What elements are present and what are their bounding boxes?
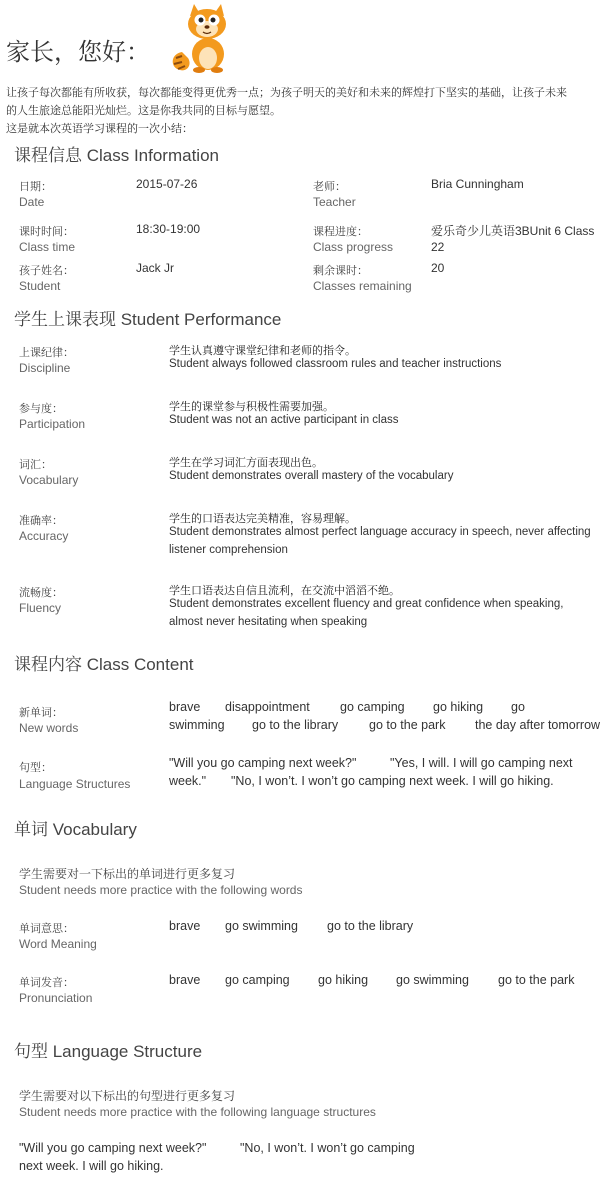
new-word: go to the library <box>252 718 339 732</box>
intro-line-2: 的人生旅途总能阳光灿烂。这是你我共同的目标与愿望。 <box>6 104 281 117</box>
new-word: disappointment <box>225 700 310 714</box>
new-word: swimming <box>169 718 225 732</box>
class-time-label-cn: 课时时间： <box>19 225 74 238</box>
new-word: go <box>511 700 525 714</box>
new-words-label-en: New words <box>19 721 79 735</box>
new-word: the day after tomorrow <box>475 718 601 732</box>
discipline-desc-cn: 学生认真遵守课堂纪律和老师的指令。 <box>169 344 356 357</box>
review-sentence: next week. I will go hiking. <box>19 1159 164 1173</box>
intro-line-1: 让孩子每次都能有所收获，每次都能变得更优秀一点；为孩子明天的美好和未来的辉煌打下坚实的基础，让孩子未来 <box>6 86 567 99</box>
pronunciation-label-cn: 单词发音： <box>19 976 74 989</box>
structure-sentence: "Will you go camping next week?" <box>169 756 357 770</box>
meaning-word: go swimming <box>225 919 298 933</box>
structures-label-cn: 句型： <box>19 761 52 774</box>
fluency-desc-en-1: Student demonstrates excellent fluency and great confidence when speaking, <box>169 598 564 610</box>
student-label-cn: 孩子姓名： <box>19 264 74 277</box>
review-sentence: "No, I won’t. I won’t go camping <box>240 1141 415 1155</box>
meaning-word: go to the library <box>327 919 414 933</box>
word-meaning-label-cn: 单词意思： <box>19 922 74 935</box>
class-info-heading: 课程信息 Class Information <box>14 146 219 165</box>
content-heading: 课程内容 Class Content <box>14 655 194 674</box>
remaining-label-en: Classes remaining <box>313 279 412 293</box>
teacher-value: Bria Cunningham <box>431 177 524 191</box>
participation-desc-cn: 学生的课堂参与积极性需要加强。 <box>169 400 334 413</box>
meaning-word: brave <box>169 919 201 933</box>
teacher-label-en: Teacher <box>313 195 356 209</box>
student-value: Jack Jr <box>136 261 175 275</box>
progress-value-1: 爱乐奇少儿英语3BUnit 6 Class <box>431 224 595 238</box>
participation-label-cn: 参与度： <box>19 402 63 415</box>
vocabulary-label-cn: 词汇： <box>19 458 52 471</box>
fluency-label-en: Fluency <box>19 601 62 615</box>
vocabulary-note-en: Student needs more practice with the following words <box>19 883 303 897</box>
class-time-value: 18:30-19:00 <box>136 222 201 236</box>
pronunciation-word: go hiking <box>318 973 369 987</box>
class-time-label-en: Class time <box>19 240 76 254</box>
remaining-value: 20 <box>431 261 445 275</box>
discipline-desc-en: Student always followed classroom rules and teacher instructions <box>169 358 502 370</box>
language-heading: 句型 Language Structure <box>14 1042 203 1061</box>
fluency-desc-en-2: almost never hesitating when speaking <box>169 616 368 628</box>
accuracy-label-en: Accuracy <box>19 529 69 543</box>
progress-label-cn: 课程进度： <box>313 225 368 238</box>
vocabulary-desc-cn: 学生在学习词汇方面表现出色。 <box>169 456 323 469</box>
language-note-en: Student needs more practice with the following language structures <box>19 1105 376 1119</box>
structures-label-en: Language Structures <box>19 777 131 791</box>
accuracy-label-cn: 准确率： <box>19 514 63 527</box>
new-words-label-cn: 新单词： <box>19 706 63 719</box>
fox-mascot-icon <box>168 2 242 76</box>
pronunciation-word: go to the park <box>498 973 575 987</box>
vocabulary-desc-en: Student demonstrates overall mastery of the vocabulary <box>169 470 454 482</box>
participation-desc-en: Student was not an active participant in class <box>169 414 399 426</box>
vocabulary-label-en: Vocabulary <box>19 473 79 487</box>
intro-line-3: 这是就本次英语学习课程的一次小结： <box>6 122 193 135</box>
structure-sentence: "No, I won’t. I won’t go camping next week. I will go hiking. <box>231 774 554 788</box>
pronunciation-word: go camping <box>225 973 290 987</box>
progress-value-2: 22 <box>431 240 445 254</box>
vocabulary-note-cn: 学生需要对一下标出的单词进行更多复习 <box>19 867 236 881</box>
new-word: go hiking <box>433 700 484 714</box>
remaining-label-cn: 剩余课时： <box>313 264 368 277</box>
new-word: go camping <box>340 700 405 714</box>
structure-sentence: "Yes, I will. I will go camping next <box>390 756 573 770</box>
teacher-label-cn: 老师： <box>313 180 346 193</box>
review-sentence: "Will you go camping next week?" <box>19 1141 207 1155</box>
greeting-title: 家长，您好： <box>6 38 150 66</box>
accuracy-desc-en-1: Student demonstrates almost perfect language accuracy in speech, never affecting <box>169 526 591 538</box>
language-note-cn: 学生需要对以下标出的句型进行更多复习 <box>19 1089 236 1103</box>
pronunciation-label-en: Pronunciation <box>19 991 93 1005</box>
progress-label-en: Class progress <box>313 240 394 254</box>
pronunciation-word: brave <box>169 973 201 987</box>
performance-heading: 学生上课表现 Student Performance <box>14 310 282 329</box>
vocabulary-heading: 单词 Vocabulary <box>14 820 137 839</box>
date-label-en: Date <box>19 195 45 209</box>
discipline-label-cn: 上课纪律： <box>19 346 74 359</box>
date-value: 2015-07-26 <box>136 177 198 191</box>
new-word: brave <box>169 700 201 714</box>
structure-sentence: week." <box>169 774 207 788</box>
accuracy-desc-cn: 学生的口语表达完美精准，容易理解。 <box>169 512 356 525</box>
pronunciation-word: go swimming <box>396 973 469 987</box>
accuracy-desc-en-2: listener comprehension <box>169 544 288 556</box>
student-label-en: Student <box>19 279 61 293</box>
fluency-desc-cn: 学生口语表达自信且流利，在交流中滔滔不绝。 <box>169 584 400 597</box>
participation-label-en: Participation <box>19 417 86 431</box>
discipline-label-en: Discipline <box>19 361 71 375</box>
date-label-cn: 日期： <box>19 180 52 193</box>
new-word: go to the park <box>369 718 446 732</box>
word-meaning-label-en: Word Meaning <box>19 937 97 951</box>
fluency-label-cn: 流畅度： <box>19 586 63 599</box>
